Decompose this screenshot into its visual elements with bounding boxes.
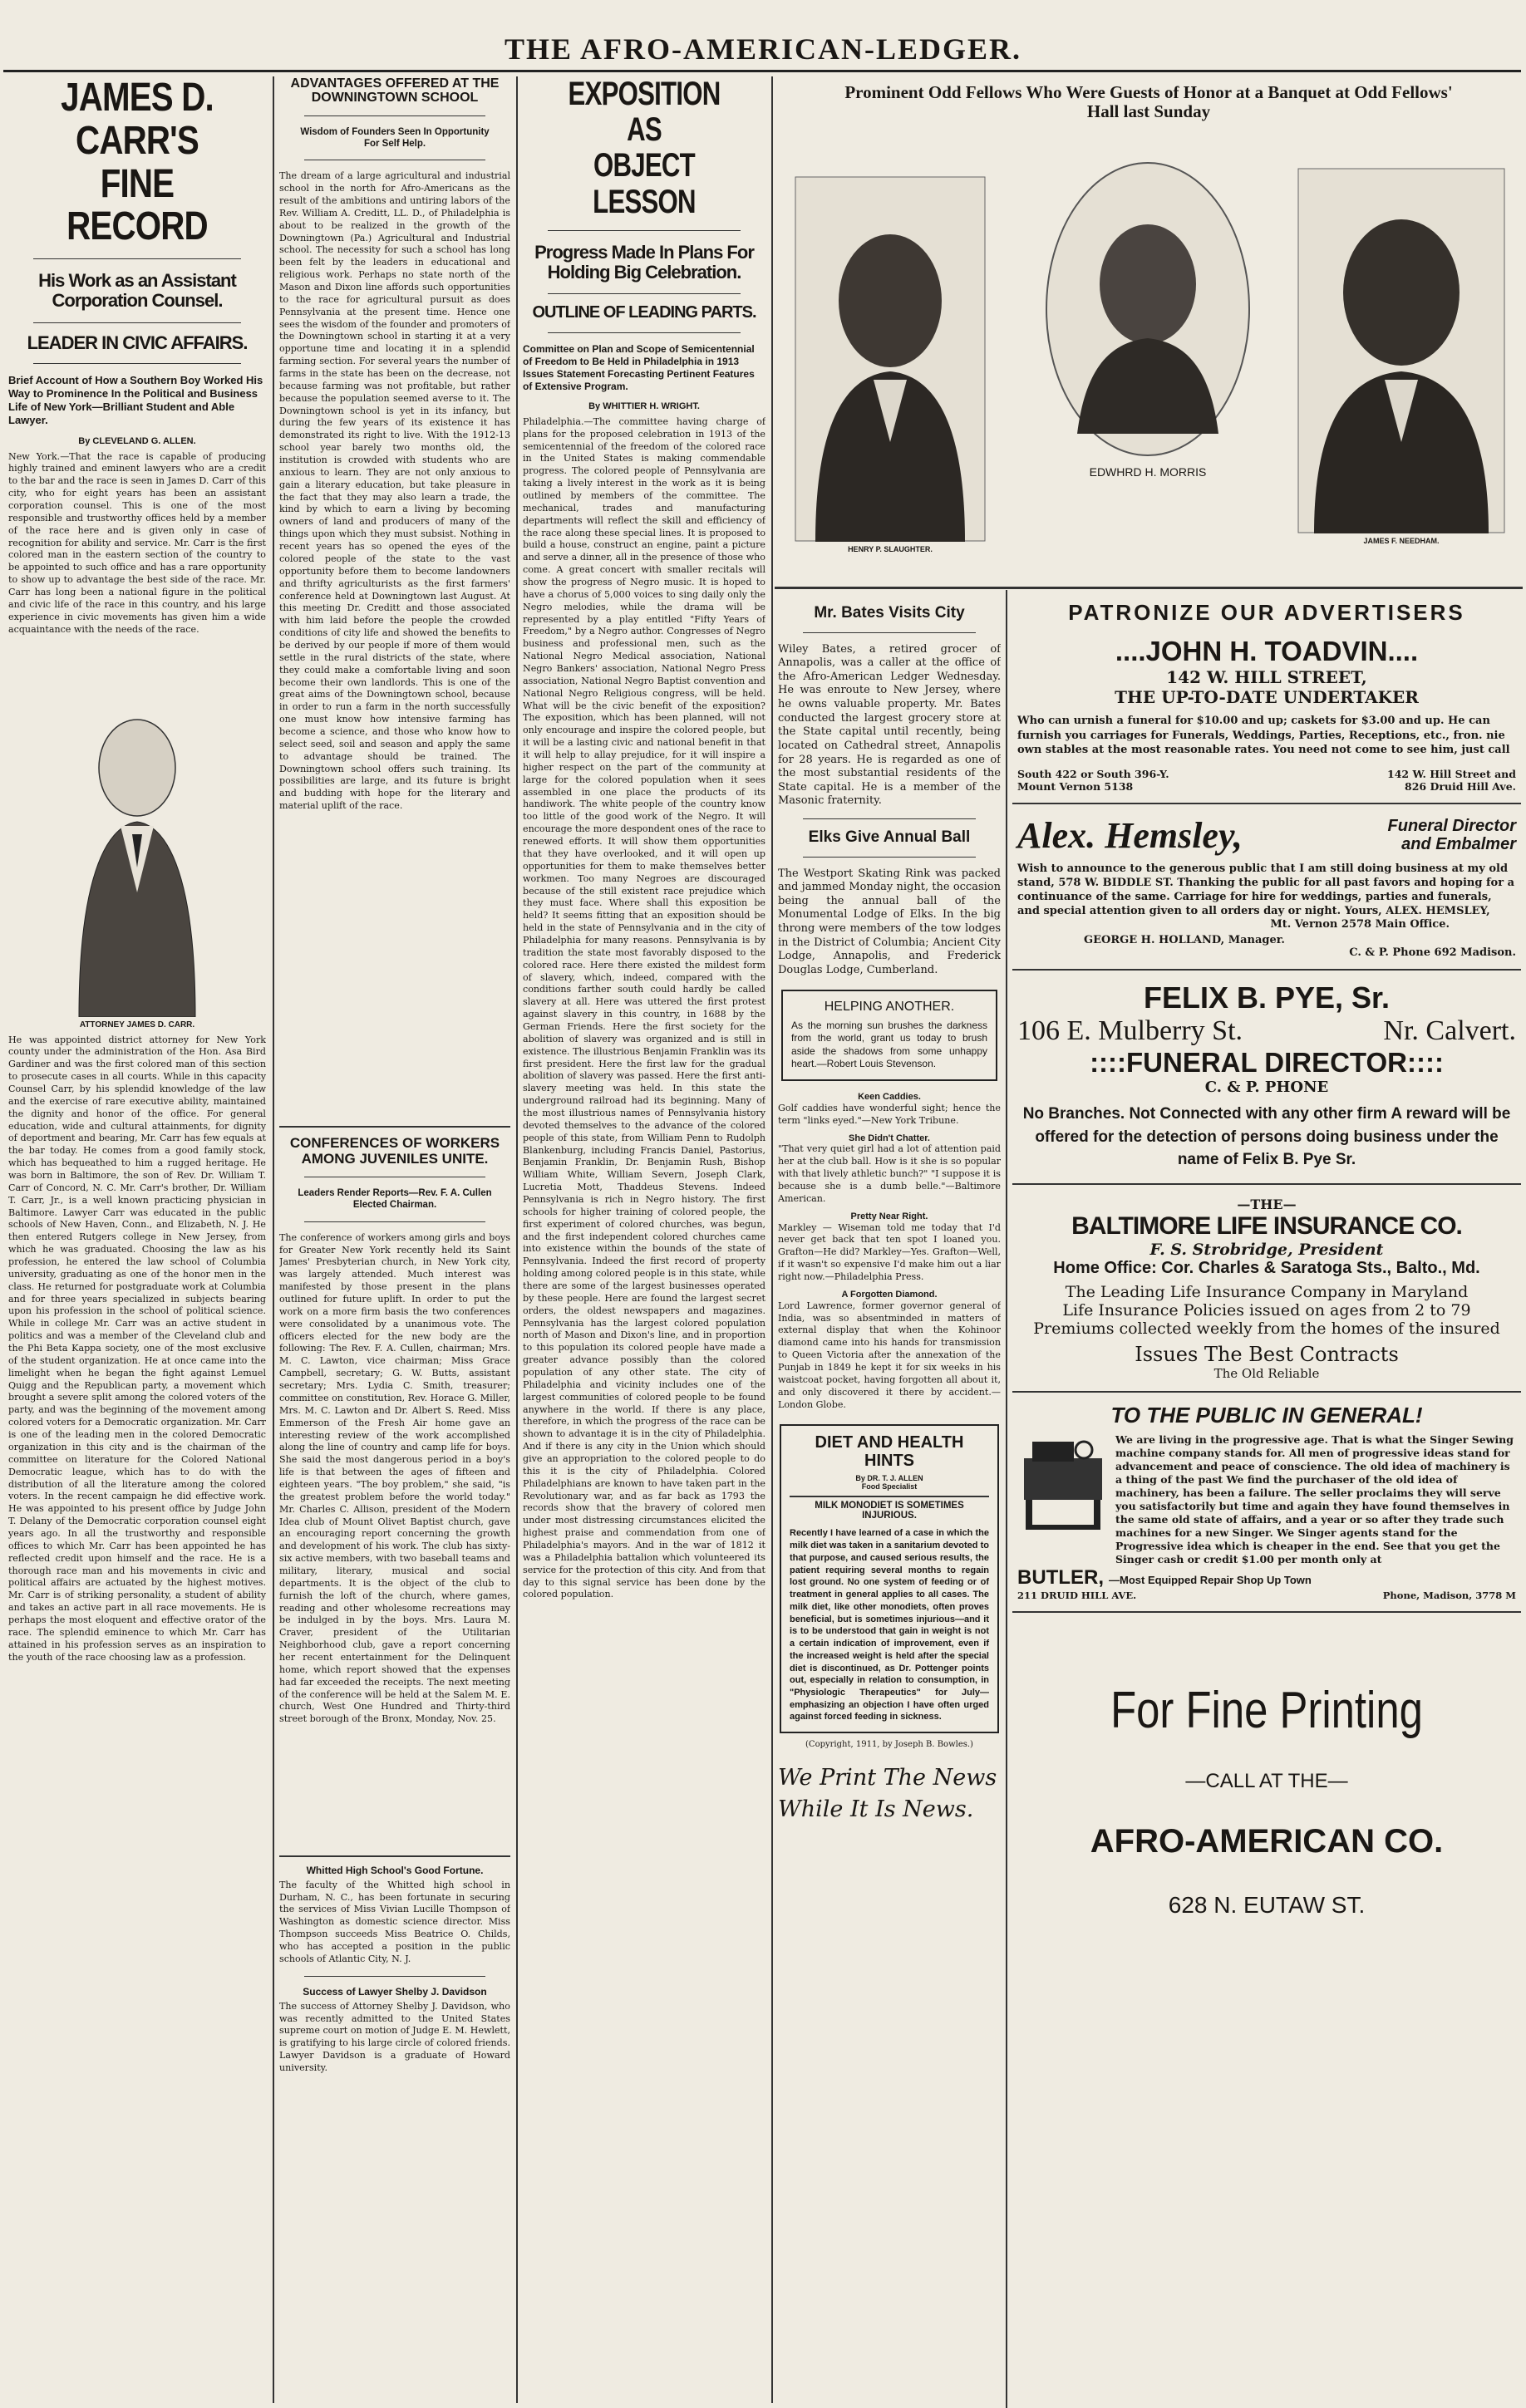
- exposition-headline-2: OBJECT LESSON: [593, 147, 696, 220]
- bates-text: Wiley Bates, a retired grocer of Annapolis, was a caller at the office of the Afro-American Ledger Wednesday. He was enroute to New Jersey, where he owns valuable property. Mr. Bates conducted the largest grocery store at the State capital until recently, being located on Cathedral street, Annapolis for 28 years. He is regarded as one of the most substantial residents of the State capital. He is a member of the Masonic fraternity.: [778, 642, 1001, 808]
- toadvin-addr-2: 826 Druid Hill Ave.: [1405, 779, 1516, 793]
- exposition-text: Philadelphia.—The committee having charge of plans for the proposed celebration in 1913 of the semicentennial of the freedom of the colored race in the United States is making commendable progress. The colored people of Pennsylvania are taking a lively interest in the work as it is being outlined by members of the committee. The mechanical, trades and manufacturing departments will reflect the skill and efficiency of the race along these special lines. It is proposed to build a house, construct an engine, paint a picture and serve a dinner, all in the presence of those who come. A great concert with smaller recitals will show the progress of Negro music. It is hoped to have a chorus of 5,000 voices to sing daily only the Negro melodies, while the drama will be represented by a play entitled "Fifty Years of Freedom," by a Negro author. Congresses of Negro business and professional men, such as the National Negro Medical association, National Negro Bankers' association, National Negro Press association, National Negro Baptist convention and National Negro Religious congress, will be held. What will be the civic benefit of the exposition? The exposition, which has been planned, will not only encourage and inspire the colored people, but it will be a lasting civic and national benefit in that it will help to allay prejudice, for it will inspire a higher respect on the part of the community at large for the colored population when it sees assembled in one place the products of its handiwork. The white people of the country know too little of the good work of the Negro. It will encourage the more despondent ones of the race to renewed efforts. It will show them opportunities that they have overlooked, and it will open up opportunities for them to make themselves better workmen. Too many Negroes are discouraged because of the still existent race prejudice which they must face. Where shall this exposition be held? It seems fitting that an exposition should be held in the state of Pennsylvania and in the city of Philadelphia for many reasons. Pennsylvania is by tradition the state most favorably disposed to the colored race. Here there existed the mildest form of slavery, which, indeed, compared with the conditions farther south could hardly be called slavery at all. Here was uttered the first protest against slavery in this country, in 1688 by the German Friends. Here the first society for the abolition of slavery was organized and is still in existence. The illustrious Benjamin Franklin was its first president. Here the first law for the gradual abolition of slavery was passed. Here the first anti-slavery meeting was held. In this state the underground railroad had its beginning. Many of the most illustrious names of Pennsylvania history devoted themselves to the advance of the colored people of this state, from William Penn to Rudolph Blankenburg, including Francis Daniel, Pastorius, Benjamin Franklin, Dr. Benjamin Rush, Bishop William White, William Severn, Joseph Clark, Lucretia Mott, Thaddeus Stevens. Indeed Pennsylvania is rich in Negro history. The first schools for higher training of colored people, the first experiment of colored churches, was begun, and the first independent colored churches came into existence within the bounds of the state of Pennsylvania. Indeed the first record of property holding among colored people is in this state, while there are some of the largest businesses operated by these people. Here are found the largest secret orders, the oldest newspapers and magazines. Pennsylvania has the largest colored population north of Mason and Dixon's line, and in proportion to this population its colored people have made a greater advance possibly than the colored population of any other state. The city of Philadelphia and vicinity includes one of the largest communities of colored people to be found anywhere in the world. If there is any place, therefore, in which the progress of the race can be shown to advantage it is in the city of Philadelphia. And if there is any city in the Union which should give an appropriation to the colored people to do this it is the city of Philadelphia. Colored Philadelphians are known to have taken part in the Revolutionary war, and as far back as 1793 the records show that the bravery of colored men under most distressing circumstances elicited the highest praise and commendation from one of Philadelphia's mayors. And in the war of 1812 it was a Philadelphia battalion which volunteered its service for the protection of this city. And from that day to this signal service has been done by the colored population.: [523, 415, 765, 1600]
- butler-tagline: —Most Equipped Repair Shop Up Town: [1109, 1573, 1312, 1586]
- toadvin-ad: [1012, 636, 1521, 793]
- toadvin-name: ....JOHN H. TOADVIN....: [1115, 636, 1419, 666]
- carr-subhead: His Work as an Assistant Corporation Counsel.: [38, 270, 236, 312]
- needham-caption: JAMES F. NEEDHAM.: [1363, 537, 1440, 545]
- baltimore-life-text-5: The Old Reliable: [1213, 1365, 1320, 1381]
- pretty-near-headline: Pretty Near Right.: [850, 1211, 928, 1221]
- exposition-subhead-2: OUTLINE OF LEADING PARTS.: [532, 303, 756, 322]
- butler-ad: [1012, 1403, 1521, 1601]
- carr-portrait: [8, 697, 266, 1030]
- printing-line-1: For Fine Printing: [1110, 1681, 1423, 1739]
- elks-headline: Elks Give Annual Ball: [808, 828, 971, 847]
- pye-street: 106 E. Mulberry St.: [1017, 1015, 1243, 1047]
- pye-text: No Branches. Not Connected with any other firm A reward will be offered for the detection of persons doing business under the name of Felix B. Pye Sr.: [1022, 1105, 1511, 1169]
- chatter-text: "That very quiet girl had a lot of attention paid her at the club ball. How is it she is so popular with that lively athletic bunch?" "I suppose it is because she is a dumb belle."—Baltimore American.: [778, 1143, 1001, 1204]
- carr-byline: By CLEVELAND G. ALLEN.: [78, 435, 196, 446]
- slogan-1: We Print The News: [778, 1765, 997, 1791]
- col-2: [279, 76, 510, 2403]
- chatter-headline: She Didn't Chatter.: [849, 1133, 930, 1143]
- carr-headline-1: JAMES D. CARR'S: [61, 76, 214, 163]
- exposition-article: [523, 76, 765, 2403]
- needham-portrait: [1293, 168, 1509, 545]
- hemsley-text: Wish to announce to the generous public that I am still doing business at my old stand, 578 W. BIDDLE ST. Thanking the public for all past favors and hoping for a continuance of the same. Carriage for hire for weddings, parties and funerals, and special attention given to all orders day or night. Yours, ALEX. HEMSLEY,: [1017, 862, 1515, 918]
- toadvin-tagline: THE UP-TO-DATE UNDERTAKER: [1115, 687, 1419, 707]
- diet-text: Recently I have learned of a case in which the milk diet was taken in a sanitarium devoted to that purpose, and caused serious results, the patient requiring several months to regain lost ground. No one system of feeding or of treatment in general applies to all cases. The milk diet, like other monodiets, often proves beneficial, but is sometimes injurious—and it is to be understood that gain in weight is not a certain indication of improvement, even if the increased weight is held after the special diet is discontinued, as Dr. Pottenger points out, especially in relation to consumption, in "Physiologic Therapeutics" for July—emphasizing an objection I have often urged against forced feeding in sickness.: [790, 1528, 989, 1722]
- toadvin-phone-2: Mount Vernon 5138: [1017, 779, 1134, 793]
- column-rule: [516, 76, 518, 2403]
- hemsley-phone: Mt. Vernon 2578 Main Office.: [1270, 918, 1450, 931]
- keen-caddies-text: Golf caddies have wonderful sight; hence the term "links eyed."—New York Tribune.: [778, 1102, 1001, 1126]
- slaughter-image: [795, 176, 986, 542]
- pretty-near-text: Markley — Wiseman told me today that I'd never get back that ten spot I loaned you. Grafton—He did? Markley—Yes. Grafton—Well, if it wasn't so expensive I'd make him out a liar right now.—Philadelphia Press.: [778, 1221, 1001, 1282]
- hemsley-manager: GEORGE H. HOLLAND, Manager.: [1084, 934, 1285, 947]
- slaughter-caption: HENRY P. SLAUGHTER.: [848, 545, 933, 553]
- exposition-headline-1: EXPOSITION AS: [568, 76, 721, 149]
- slogan-2: While It Is News.: [778, 1796, 974, 1822]
- keen-caddies-headline: Keen Caddies.: [858, 1091, 921, 1102]
- butler-phone: Phone, Madison, 3778 M: [1382, 1589, 1516, 1601]
- downingtown-headline: ADVANTAGES OFFERED AT THE DOWNINGTOWN SCHOOL: [290, 76, 500, 106]
- toadvin-address: 142 W. HILL STREET,: [1166, 667, 1367, 687]
- baltimore-life-office: Home Office: Cor. Charles & Saratoga Sts., Balto., Md.: [1053, 1258, 1480, 1277]
- morris-caption: EDWHRD H. MORRIS: [1089, 465, 1207, 479]
- exposition-deck: Committee on Plan and Scope of Semicentennial of Freedom to Be Held in Philadelphia in 1913 Issues Statement Forecasting Pertinent Features of Extensive Program.: [523, 342, 755, 392]
- pye-phone: C. & P. PHONE: [1204, 1079, 1329, 1097]
- column-rule: [273, 76, 274, 2403]
- col-4: [778, 593, 1001, 2405]
- carr-caption: ATTORNEY JAMES D. CARR.: [79, 1020, 195, 1030]
- diet-byline: By DR. T. J. ALLEN: [855, 1473, 923, 1482]
- morris-image: [1044, 160, 1252, 459]
- helping-text: As the morning sun brushes the darkness from the world, grant us today to brush aside the shadows from some unhappy heart.—Robert Louis Stevenson.: [791, 1019, 987, 1070]
- needham-image: [1297, 168, 1505, 533]
- diet-headline: DIET AND HEALTH HINTS: [815, 1433, 964, 1471]
- baltimore-life-president: F. S. Strobridge, President: [1149, 1240, 1384, 1259]
- diet-subhead: MILK MONODIET IS SOMETIMES INJURIOUS.: [815, 1500, 964, 1521]
- masthead: THE AFRO-AMERICAN-LEDGER.: [504, 32, 1022, 66]
- conferences-text: The conference of workers among girls and boys for Greater New York recently held its Saint James' Presbyterian church, in New York city, was largely attended. Much interest was manifested by those present in the plans outlined for future uplift. In order to put the work on a more firm basis the two conferences were consolidated by a unanimous vote. The officers elected for the new body are the following: The Rev. F. A. Cullen, chairman; Mrs. M. C. Lawton, vice chairman; Miss Grace Campbell, secretary; G. W. Butts, assistant secretary; Mrs. Lydia C. Smith, treasurer; committee on constitution, Rev. Horace G. Miller, Mrs. M. C. Lawton and Dr. Albert S. Reed. Miss Emmerson of the Fresh Air home gave an interesting review of the work accomplished along the line of country and camp life for boys. She said the most dangerous period in a boy's life is that between the ages of fifteen and eighteen years. "The boy problem," she said, "is the greatest problem before the world today." Mr. Charles C. Allison, president of the Modern Idea club of Mount Olivet Baptist church, gave an encouraging report concerning the growth and development of his work. The club has sixty-six active members, with two baseball teams and military, literary, musical and social departments. It is the object of the club to furnish the loft of the church, where games, reading and other wholesome recreations may be indulged in by the boys. Mrs. Laura M. Craver, president of the Utilitarian Neighborhood club, gave a report concerning her recent entertainment for the Delinquent home, which report showed that the expenses had far exceeded the receipts. The next meeting of the conference will be held at the Salem M. E. church, West One Hundred and Thirty-third street borough of the Bronx, Monday, Nov. 25.: [279, 1231, 510, 1725]
- pye-ad: [1012, 980, 1521, 1172]
- butler-name: BUTLER,: [1017, 1565, 1104, 1589]
- elks-text: The Westport Skating Rink was packed and jammed Monday night, the occasion being the annual ball of the Monumental Lodge of Elks. In the big throng were members of the tow lodges in the District of Columbia; Ancient City Lodge, Annapolis, and Frederick Douglas Lodge, Cumberland.: [778, 867, 1001, 976]
- conferences-deck: Leaders Render Reports—Rev. F. A. Cullen Elected Chairman.: [298, 1188, 492, 1211]
- diet-byline-2: Food Specialist: [861, 1482, 918, 1491]
- hemsley-ad: [1012, 814, 1521, 960]
- printing-ad: [1012, 1623, 1521, 1919]
- davidson-text: The success of Attorney Shelby J. Davidson, who was recently admitted to the United States supreme court on motion of Judge E. M. Hewlett, is gratifying to his large circle of colored friends. Lawyer Davidson is a graduate of Howard university.: [279, 2000, 510, 2073]
- carr-headline-2: FINE RECORD: [66, 161, 208, 249]
- sewing-machine-icon: [1017, 1433, 1109, 1533]
- hemsley-title-1: Funeral Director: [1387, 817, 1516, 836]
- baltimore-life-name: BALTIMORE LIFE INSURANCE CO.: [1071, 1211, 1462, 1240]
- baltimore-life-text-2: Life Insurance Policies issued on ages from 2 to 79: [1062, 1300, 1471, 1319]
- baltimore-life-text-1: The Leading Life Insurance Company in Maryland: [1065, 1282, 1469, 1301]
- downingtown-text: The dream of a large agricultural and industrial school in the north for Afro-Americans as the result of the ambitions and untiring labors of the Rev. William A. Creditt, LL. D., of Philadelphia is about to be realized in the growth of the Downingtown (Pa.) Agricultural and Industrial school. The necessity for such a school has long been felt by the leaders in educational and religious work. Perhaps no state north of the Mason and Dixon line affords such opportunities to the race for agricultural pursuit as does Pennsylvania at the present time. Hence one sees the wisdom of the founder and promoters of the Downingtown school in starting it at a very opportune time and locating it in a splendid farming section. For several years the number of farms in the state has been on the decrease, not because farming was not profitable, but rather because the population seemed averse to it. The Downingtown school is yet in its infancy, but during the few years of its existence it has demonstrated its right to live. With the 1912-13 school year barely two months old, the institution is crowded with students who are anxious to learn. They are not only anxious to gain a literary education, but take pleasure in the fact that they may also learn a trade, the kind by which to earn a living by becoming owners of land and producers of many of the things upon which they must subsist. Nothing in recent years has so opened the eyes of the colored people of the state to the vast opportunity before them to become landowners and thrifty agriculturists as the first farmers' conference held at Downingtown last August. At this meeting Dr. Creditt and those associated with him laid before the people the crowded conditions of city life and showed the benefits to be derived by our people if more of them would settle in the rural districts of the state, where they could make a comfortable living and soon become their own landlords. This is one of the great aims of the Downingtown school, because in order to run a farm in the north successfully one must know how intensive farming has become a science, and those who know how to select seed, soil and season and apply the same to advantage should be trained. The Downingtown school offers such training. Its possibilities are large, and its future is bright and budding with hope for the literary and material uplift of the race.: [279, 170, 510, 812]
- column-rule: [771, 76, 773, 2403]
- davidson-headline: Success of Lawyer Shelby J. Davidson: [303, 1985, 487, 1998]
- morris-portrait: [1027, 160, 1268, 479]
- bates-headline: Mr. Bates Visits City: [814, 604, 965, 622]
- pye-cross: Nr. Calvert.: [1383, 1015, 1516, 1047]
- butler-text: We are living in the progressive age. That is what the Singer Sewing machine company stands for. All men of progressive ideas stand for advancement and peace of conscience. The old idea of machinery is a thing of the past We find the purchaser of the old idea of machinery, has been a failure. The seller proclaims they will serve you satisfactorily but time and again they have found themselves in the same old state of affairs, and a year or so after they trade such machines for a new Singer. We Singer agents stand for the Progressive idea which is cheaper in the end. See that you get the Singer cash or credit $1.00 per month only at: [1115, 1433, 1514, 1565]
- hemsley-phone-2: C. & P. Phone 692 Madison.: [1349, 946, 1516, 960]
- hemsley-title-2: and Embalmer: [1401, 835, 1516, 854]
- toadvin-addr-1: 142 W. Hill Street and: [1387, 767, 1516, 780]
- carr-text-2: He was appointed district attorney for New York county under the administration of the Hon. Asa Bird Gardiner and was the first colored man of this section to prosecute cases in all courts. While in this capacity Counsel Carr, by his splendid knowledge of the law and the exercise of rare executive ability, maintained the dignity and honor of the office. For general education, wide and cultural attainments, for dignity of deportment and bearing, Mr. Carr has few equals at the bar today. He comes from a good family stock, which has bequeathed to him a rugged heritage. He was born in Baltimore, the son of Rev. Dr. William T. Carr of Concord, N. C. Mr. Carr's brother, Dr. William T. Carr, Jr., is a well known practicing physician in Baltimore. Lawyer Carr was educated in the public schools of New Haven, Conn., and Elizabeth, N. J. He then entered Rutgers college in New Jersey, from which he was graduated. Choosing the law as his profession, he entered the law school of Columbia university, graduating as one of the honor men in the class. He returned for postgraduate work at Columbia and for three years specialized in subjects bearing upon his profession in the school of political science. While in college Mr. Carr was an active student in politics and was a member of the Cleveland club and the Phi Beta Kappa society, one of the most exclusive of the student organization. He at once came into the limelight when he began the fight against Lemuel Quigg and the Republican party, a movement which brought a severe split among the colored voters of the party, and was the beginning of the movement among colored voters for a Democratic organization. Mr. Carr is one of the leading men in the colored Democratic organization in this city and is the chairman of the committee on literature for the Colored National Democratic league, which has to do with the distribution of all the literature among the colored voters. In the recent campaign he did effective work. He was appointed to his present office by Judge John T. Delany of the Democratic corporation counsel eight years ago. In all the trustworthy and responsible offices to which Mr. Carr has been appointed he has reflected credit upon himself and the race. He is a thorough race man and his movements in civic and political affairs are actuated by the highest motives. Mr. Carr is of striking personality, a student of ability and takes an active part in all race movements. He is perhaps the most eloquent and effective orator of the race. The splendid eminence to which Mr. Carr has attained in his profession serves as an inspiration to the youth of the race choosing law as a profession.: [8, 1034, 266, 1663]
- carr-portrait-image: [46, 701, 229, 1017]
- helping-headline: HELPING ANOTHER.: [824, 999, 955, 1014]
- butler-headline: TO THE PUBLIC IN GENERAL!: [1110, 1402, 1423, 1428]
- printing-line-2: —CALL AT THE—: [1185, 1769, 1348, 1792]
- exposition-byline: By WHITTIER H. WRIGHT.: [588, 401, 700, 411]
- printing-line-3: AFRO-AMERICAN CO.: [1090, 1822, 1444, 1860]
- masthead-rule: [3, 70, 1521, 72]
- toadvin-phone-1: South 422 or South 396-Y.: [1017, 767, 1169, 780]
- odd-fellows-headline: Prominent Odd Fellows Who Were Guests of Honor at a Banquet at Odd Fellows' Hall last Sunday: [844, 82, 1453, 121]
- carr-deck: Brief Account of How a Southern Boy Worked His Way to Prominence In the Political and Business Life of New York—Brilliant Student and Able Lawyer.: [8, 373, 263, 427]
- column-rule: [1006, 590, 1007, 2408]
- conferences-headline: CONFERENCES OF WORKERS AMONG JUVENILES UNITE.: [289, 1135, 500, 1167]
- baltimore-life-the: —THE—: [1237, 1196, 1297, 1212]
- diet-copyright: (Copyright, 1911, by Joseph B. Bowles.): [805, 1740, 973, 1750]
- butler-address: 211 DRUID HILL AVE.: [1017, 1589, 1137, 1601]
- carr-text-1: New York.—That the race is capable of producing highly trained and eminent lawyers who are a credit to the bar and the race is seen in James D. Carr of this city, who for eight years has been an assistant corporation counsel. This is one of the most responsible and trustworthy offices held by a member of the race here and is given only in case of recognition for ability and service. Mr. Carr is the first colored man in the eastern section of the country to be appointed to such office and has a rare opportunity to show up to advantage the best side of the race. Mr. Carr has long been a national figure in the political and civic life of the race in this country, and his large experience in civic movements has given him a wide acquaintance with the needs of the race.: [8, 450, 266, 635]
- baltimore-life-text-4: Issues The Best Contracts: [1135, 1342, 1399, 1366]
- pye-name: FELIX B. PYE, Sr.: [1143, 980, 1391, 1015]
- helping-box: [781, 990, 997, 1081]
- carr-article: [8, 76, 266, 2403]
- toadvin-text: Who can urnish a funeral for $10.00 and up; caskets for $3.00 and up. He can furnish you carriages for Funerals, Weddings, Parties, Receptions, etc., fron. nie own stables at the most reasonable rates. You need not come to see him, just call: [1017, 715, 1510, 757]
- diamond-headline: A Forgotten Diamond.: [841, 1289, 938, 1300]
- baltimore-life-text-3: Premiums collected weekly from the homes of the insured: [1033, 1319, 1500, 1338]
- ads-column: [1012, 593, 1521, 2405]
- odd-fellows-feature: [778, 76, 1519, 585]
- printing-line-4: 628 N. EUTAW ST.: [1168, 1891, 1366, 1918]
- patronize-banner: PATRONIZE OUR ADVERTISERS: [1068, 600, 1465, 625]
- whitted-headline: Whitted High School's Good Fortune.: [306, 1864, 484, 1876]
- baltimore-life-ad: [1012, 1197, 1521, 1381]
- diamond-text: Lord Lawrence, former governor general of India, was so absentminded in matters of external display that when the Kohinoor diamond came into his hands for transmission to Queen Victoria after the annexation of the Punjab in 1849 he kept it for six weeks in his waistcoat pocket, having forgotten all about it, and only discovered it there by accident.—London Globe.: [778, 1300, 1001, 1410]
- slaughter-portrait: [786, 176, 994, 553]
- carr-subhead-2: LEADER IN CIVIC AFFAIRS.: [27, 332, 248, 353]
- diet-box: [780, 1424, 999, 1733]
- whitted-text: The faculty of the Whitted high school in Durham, N. C., has been fortunate in securing the services of Miss Vivian Lucille Thompson of Washington as domestic science director. Miss Thompson succeeds Miss Beatrice O. Childs, who has accepted a position in the public schools of Atlantic City, N. J.: [279, 1879, 510, 1964]
- hemsley-name: Alex. Hemsley,: [1017, 814, 1243, 856]
- pye-title: ::::FUNERAL DIRECTOR::::: [1090, 1047, 1444, 1079]
- downingtown-deck: Wisdom of Founders Seen In Opportunity For Self Help.: [300, 126, 490, 149]
- exposition-subhead: Progress Made In Plans For Holding Big Celebration.: [534, 241, 754, 283]
